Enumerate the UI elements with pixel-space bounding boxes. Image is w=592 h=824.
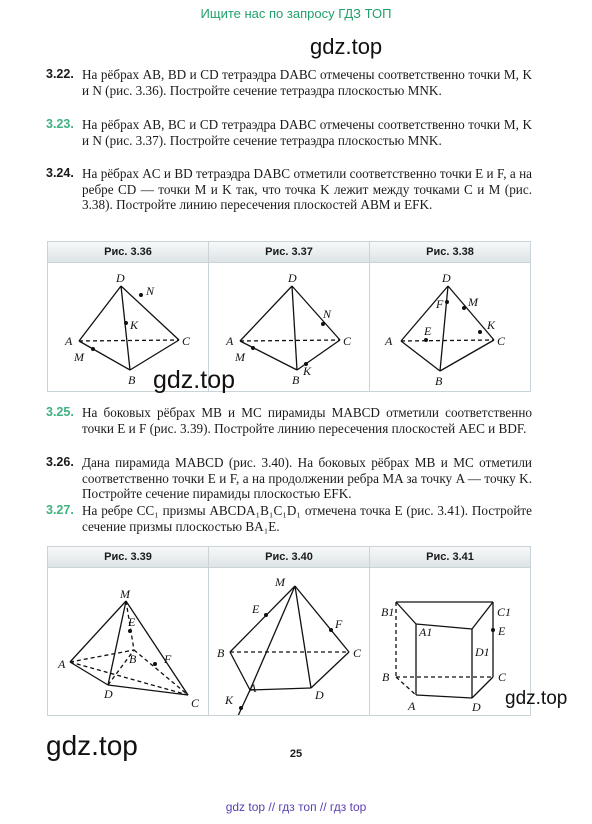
label-B: B: [292, 373, 300, 387]
figure-caption: Рис. 3.37: [209, 242, 370, 262]
problem-3-22: [46, 67, 532, 98]
label-A: A: [385, 334, 393, 348]
label-A: A: [58, 657, 66, 671]
label-A1: A1: [419, 625, 433, 639]
label-D: D: [288, 271, 297, 285]
label-A: A: [65, 334, 73, 348]
label-M: M: [120, 587, 130, 601]
label-F: F: [436, 297, 444, 311]
problem-text: Дана пирамида MABCD (рис. 3.40). На боковых рёбрах MB и MC отметили соответственно точки E и F, а на продолжении ребра MA за точку A — точку K. Постройте сечение пирамиды плоскостью EFK.: [82, 455, 532, 502]
problem-number: 3.23.: [46, 117, 74, 131]
figure-caption: Рис. 3.38: [426, 246, 474, 258]
label-E: E: [498, 624, 506, 638]
figure-3-40: [209, 568, 370, 715]
label-D1: D1: [475, 645, 490, 659]
label-K: K: [130, 318, 139, 332]
problem-text: На рёбрах AB, BC и CD тетраэдра DABC отмечены соответственно точки M, K и N (рис. 3.37). Постройте сечение тетраэдра плоскостью MNK.: [82, 117, 532, 148]
label-M: M: [275, 575, 285, 589]
figure-caption: Рис. 3.41: [426, 551, 474, 563]
problem-number: 3.26.: [46, 455, 74, 469]
problem-3-25: [46, 405, 532, 436]
figures-panel-top: [47, 241, 531, 392]
label-F: F: [335, 617, 343, 631]
label-B: B: [382, 670, 390, 684]
label-E: E: [128, 615, 136, 629]
figure-caption: Рис. 3.40: [209, 547, 370, 567]
problem-text: На боковых рёбрах MB и MC пирамиды MABCD отметили соответственно точки E и F (рис. 3.39). Постройте линию пересечения плоскостей AEC и BDF.: [82, 405, 532, 436]
label-D: D: [116, 271, 125, 285]
problem-number: 3.22.: [46, 67, 74, 81]
problem-number: 3.25.: [46, 405, 74, 419]
label-D: D: [315, 688, 324, 702]
label-D: D: [442, 271, 451, 285]
watermark: gdz.top: [310, 34, 383, 59]
label-B: B: [435, 374, 443, 388]
problem-3-27: [46, 503, 532, 534]
label-K: K: [225, 693, 234, 707]
label-M: M: [468, 295, 478, 309]
label-C: C: [353, 646, 362, 660]
label-C: C: [498, 670, 507, 684]
problem-number: 3.27.: [46, 503, 74, 517]
label-F: F: [164, 652, 172, 666]
figures-panel-bottom: [47, 546, 531, 716]
label-M: M: [74, 350, 84, 364]
label-M: M: [235, 350, 245, 364]
watermark: gdz.top: [153, 366, 236, 394]
problem-text: На рёбрах AC и BD тетраэдра DABC отметили соответственно точки E и F, а на ребре CD — точки M и K так, что точка K лежит между точками C и M (рис. 3.38). Постройте линию пересечения плоскостей ABM и EFK.: [82, 166, 532, 213]
label-B: B: [128, 373, 136, 387]
label-C: C: [497, 334, 506, 348]
label-N: N: [146, 284, 155, 298]
label-A: A: [249, 681, 257, 695]
label-C: C: [343, 334, 352, 348]
watermark: gdz.top: [505, 688, 568, 709]
footer: gdz top // гдз топ // гдз top: [225, 800, 367, 814]
label-A: A: [408, 699, 416, 713]
figure-caption: Рис. 3.36: [48, 242, 209, 262]
label-E: E: [424, 324, 432, 338]
label-E: E: [252, 602, 260, 616]
label-K: K: [303, 364, 312, 378]
label-K: K: [487, 318, 496, 332]
label-N: N: [323, 307, 332, 321]
figure-3-39: [48, 568, 209, 715]
top-banner: Ищите нас по запросу ГДЗ ТОП: [200, 6, 392, 21]
page-number: 25: [289, 748, 303, 760]
watermark: gdz.top: [46, 730, 138, 761]
problem-3-24: [46, 166, 532, 213]
figure-caption: Рис. 3.39: [48, 547, 209, 567]
problem-text: На ребре CC₁ призмы ABCDA₁B₁C₁D₁ отмечена точка E (рис. 3.41). Постройте сечение призмы плоскостью BA₁E.: [82, 503, 532, 534]
label-B: B: [217, 646, 225, 660]
label-D: D: [472, 700, 481, 714]
label-B1: B1: [381, 605, 395, 619]
label-C: C: [191, 696, 200, 710]
label-A: A: [226, 334, 234, 348]
label-B: B: [129, 652, 137, 666]
label-D: D: [104, 687, 113, 701]
problem-text: На рёбрах AB, BD и CD тетраэдра DABC отмечены соответственно точки M, K и N (рис. 3.36). Постройте сечение тетраэдра плоскостью MNK.: [82, 67, 532, 98]
problem-3-26: [46, 455, 532, 502]
figure-3-38: [370, 263, 530, 391]
problem-3-23: [46, 117, 532, 148]
label-C1: C1: [497, 605, 512, 619]
label-C: C: [182, 334, 191, 348]
problem-number: 3.24.: [46, 166, 74, 180]
